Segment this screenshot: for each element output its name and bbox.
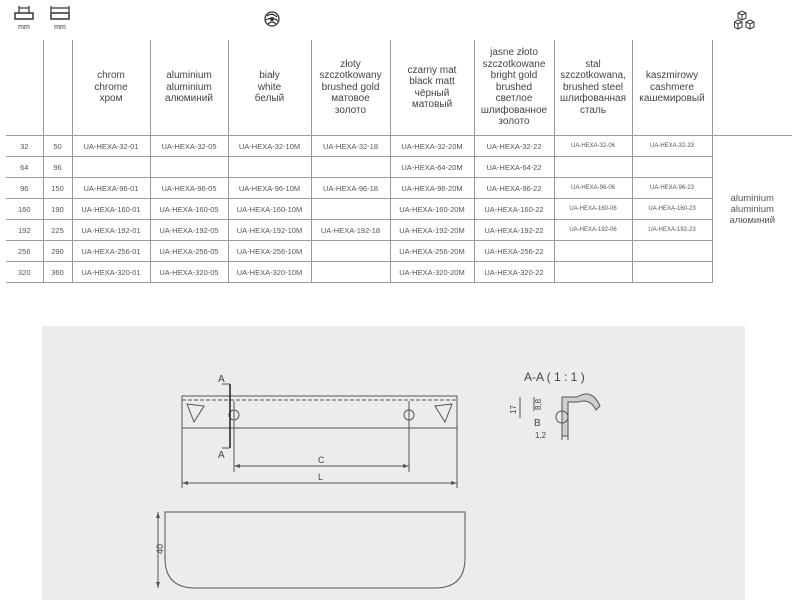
l-unit: mm — [54, 24, 66, 31]
column-header-bright-gold: jasne złoto szczotkowane bright gold brushed светлое шлифованное золото — [474, 40, 554, 136]
product-code: UA-HEXA-192-01 — [72, 220, 150, 241]
dim-c-label: C — [318, 455, 325, 465]
product-code: UA-HEXA-160-22 — [474, 199, 554, 220]
product-code: UA-HEXA-32-10M — [228, 136, 311, 157]
product-code: UA-HEXA-320-10M — [228, 262, 311, 283]
column-header-black-matt: czarny mat black matt чёрный матовый — [390, 40, 474, 136]
l-value: 190 — [43, 199, 72, 220]
l-value: 150 — [43, 178, 72, 199]
product-code: UA-HEXA-320-22 — [474, 262, 554, 283]
column-header-brushed-gold: złoty szczotkowany brushed gold матовое золото — [311, 40, 390, 136]
c-unit: mm — [18, 24, 30, 31]
product-code: UA-HEXA-320-05 — [150, 262, 228, 283]
product-spec-table — [6, 40, 792, 283]
product-code: UA-HEXA-192-05 — [150, 220, 228, 241]
product-code: UA-HEXA-256-10M — [228, 241, 311, 262]
product-code: UA-HEXA-64-22 — [474, 157, 554, 178]
c-value: 64 — [6, 157, 43, 178]
c-value: 192 — [6, 220, 43, 241]
cross-section — [520, 394, 600, 440]
product-code: UA-HEXA-32-06 — [554, 136, 632, 157]
table-row — [6, 136, 792, 157]
l-value: 290 — [43, 241, 72, 262]
dim-1-2-label: 1,2 — [535, 431, 547, 440]
product-code — [632, 262, 712, 283]
l-value: 50 — [43, 136, 72, 157]
product-code — [554, 241, 632, 262]
cubes-material-icon — [734, 10, 758, 32]
product-code: UA-HEXA-256-22 — [474, 241, 554, 262]
product-code — [632, 157, 712, 178]
product-code: UA-HEXA-256-01 — [72, 241, 150, 262]
product-code — [311, 241, 390, 262]
product-code — [150, 157, 228, 178]
dim-17-label: 17 — [509, 405, 518, 414]
product-code: UA-HEXA-32-18 — [311, 136, 390, 157]
c-value: 256 — [6, 241, 43, 262]
product-code: UA-HEXA-96-23 — [632, 178, 712, 199]
product-code — [554, 157, 632, 178]
technical-drawing — [42, 326, 745, 600]
table-row — [6, 157, 792, 178]
product-code — [554, 262, 632, 283]
column-header-aluminium: aluminium aluminium алюминий — [150, 40, 228, 136]
product-code: UA-HEXA-64-20M — [390, 157, 474, 178]
product-code: UA-HEXA-192-23 — [632, 220, 712, 241]
product-code — [72, 157, 150, 178]
product-code: UA-HEXA-32-01 — [72, 136, 150, 157]
product-code: UA-HEXA-320-20M — [390, 262, 474, 283]
product-code — [311, 199, 390, 220]
product-code: UA-HEXA-192-18 — [311, 220, 390, 241]
product-code: UA-HEXA-256-05 — [150, 241, 228, 262]
table-header-row — [6, 40, 792, 136]
product-code: UA-HEXA-160-05 — [150, 199, 228, 220]
handle-front-view — [165, 512, 465, 588]
product-code: UA-HEXA-320-01 — [72, 262, 150, 283]
product-code: UA-HEXA-32-23 — [632, 136, 712, 157]
technical-drawing-panel — [42, 326, 745, 600]
c-value: 32 — [6, 136, 43, 157]
c-value: 160 — [6, 199, 43, 220]
l-value: 360 — [43, 262, 72, 283]
section-label: A-A ( 1 : 1 ) — [524, 370, 585, 384]
l-value: 96 — [43, 157, 72, 178]
c-value: 320 — [6, 262, 43, 283]
table-row — [6, 178, 792, 199]
product-code — [311, 157, 390, 178]
product-code: UA-HEXA-32-22 — [474, 136, 554, 157]
product-code: UA-HEXA-160-20M — [390, 199, 474, 220]
column-header-chrome: chrom chrome хром — [72, 40, 150, 136]
dim-l-label: L — [318, 472, 324, 482]
product-code: UA-HEXA-96-20M — [390, 178, 474, 199]
column-header-white: biały white белый — [228, 40, 311, 136]
product-code: UA-HEXA-192-22 — [474, 220, 554, 241]
l-column-header — [43, 40, 72, 136]
product-code: UA-HEXA-192-06 — [554, 220, 632, 241]
detail-b-label: B — [534, 418, 541, 429]
section-mark-bottom: A — [218, 450, 225, 461]
table-row — [6, 241, 792, 262]
c-value: 96 — [6, 178, 43, 199]
product-code — [311, 262, 390, 283]
product-code: UA-HEXA-96-18 — [311, 178, 390, 199]
c-dimension-icon — [14, 4, 34, 20]
color-finish-icon — [263, 10, 281, 28]
product-code: UA-HEXA-96-05 — [150, 178, 228, 199]
product-code — [228, 157, 311, 178]
product-code: UA-HEXA-192-10M — [228, 220, 311, 241]
product-code: UA-HEXA-32-05 — [150, 136, 228, 157]
section-mark-top: A — [218, 374, 225, 385]
product-code: UA-HEXA-96-06 — [554, 178, 632, 199]
product-code — [632, 241, 712, 262]
product-code: UA-HEXA-96-22 — [474, 178, 554, 199]
l-value: 225 — [43, 220, 72, 241]
column-header-brushed-steel: stal szczotkowana, brushed steel шлифованная сталь — [554, 40, 632, 136]
product-code: UA-HEXA-160-23 — [632, 199, 712, 220]
product-code: UA-HEXA-96-10M — [228, 178, 311, 199]
l-dimension-icon — [50, 4, 70, 20]
dim-height-label: 40 — [155, 543, 165, 554]
material-cell: aluminium aluminium алюминий — [712, 136, 792, 283]
product-code: UA-HEXA-32-20M — [390, 136, 474, 157]
material-column-header — [712, 40, 792, 136]
product-code: UA-HEXA-160-10M — [228, 199, 311, 220]
column-header-cashmere: kaszmirowy cashmere кашемировый — [632, 40, 712, 136]
table-row — [6, 220, 792, 241]
dim-8-8-label: 8,8 — [534, 398, 543, 410]
product-code: UA-HEXA-256-20M — [390, 241, 474, 262]
table-row — [6, 262, 792, 283]
product-code: UA-HEXA-160-06 — [554, 199, 632, 220]
table-row — [6, 199, 792, 220]
product-code: UA-HEXA-160-01 — [72, 199, 150, 220]
product-code: UA-HEXA-192-20M — [390, 220, 474, 241]
c-column-header — [6, 40, 43, 136]
product-code: UA-HEXA-96-01 — [72, 178, 150, 199]
